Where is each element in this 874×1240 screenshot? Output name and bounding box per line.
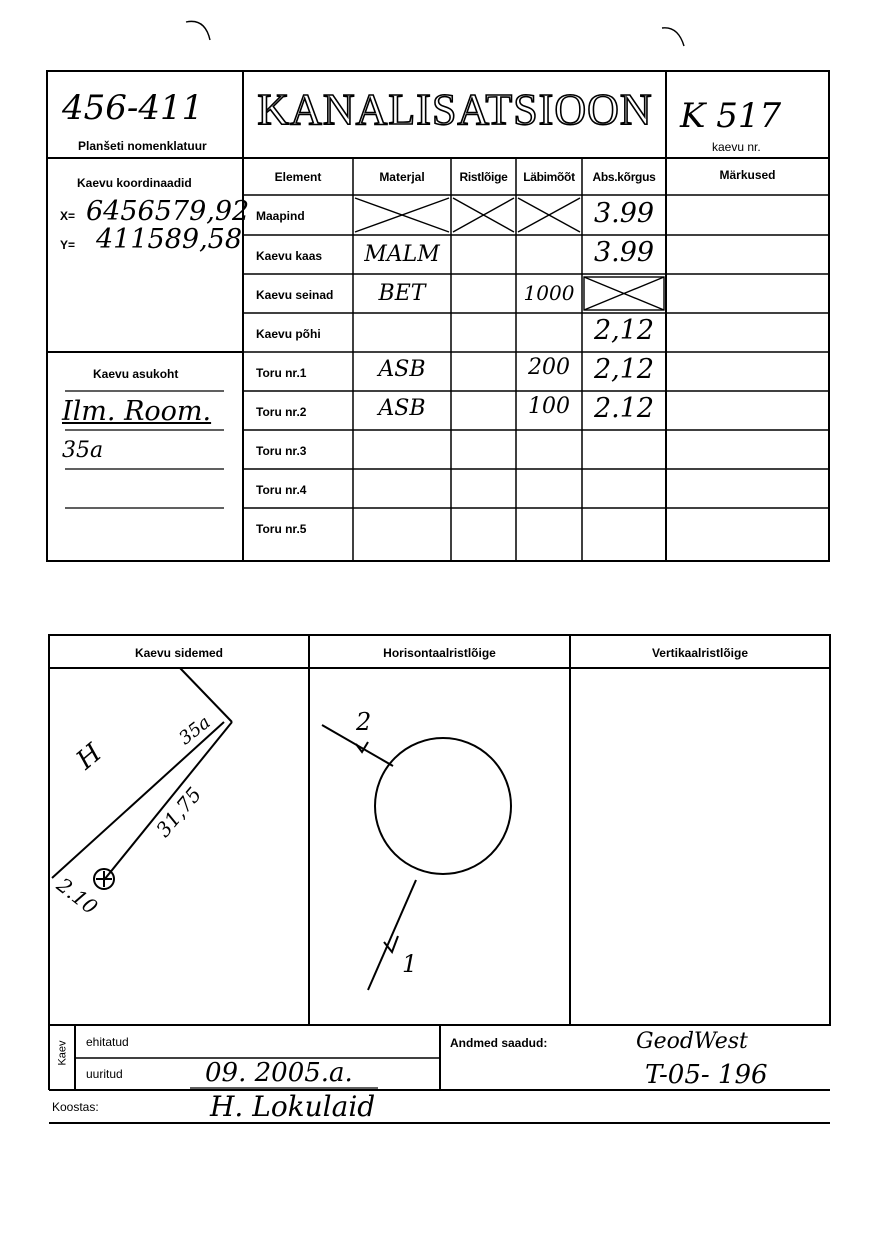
coordinates-label: Kaevu koordinaadid: [77, 176, 192, 190]
x-value: 6456579,92: [86, 196, 250, 227]
row-label-pipe5: Toru nr.5: [256, 522, 307, 536]
cell-diameter-pipe1: 200: [528, 355, 570, 380]
cell-material-pipe2: ASB: [378, 396, 426, 421]
col-header-notes: Märkused: [719, 168, 776, 182]
form-title: KANALISATSIOON: [257, 85, 653, 134]
cell-diameter-walls: 1000: [523, 281, 575, 305]
well-side-label: Kaev: [56, 1040, 69, 1066]
cell-abs-pipe2: 2.12: [593, 393, 655, 424]
row-label-ground: Maapind: [256, 209, 305, 223]
col-header-diameter: Läbimõõt: [523, 170, 575, 184]
row-label-pipe1: Toru nr.1: [256, 366, 307, 380]
tie-label-35a: 35a: [175, 711, 215, 750]
data-received-label: Andmed saadud:: [450, 1036, 548, 1050]
data-reference: T-05- 196: [645, 1060, 768, 1090]
col-header-material: Materjal: [379, 170, 425, 184]
cell-diameter-pipe2: 100: [528, 394, 570, 419]
sketch-header-vertical: Vertikaalristlõige: [651, 646, 749, 660]
x-prefix: X=: [60, 209, 76, 223]
plan-code: 456-411: [62, 88, 204, 128]
tie-label-h: H: [71, 738, 108, 776]
col-header-abs: Abs.kõrgus: [592, 170, 656, 184]
row-label-pipe4: Toru nr.4: [256, 483, 307, 497]
inspected-label: uuritud: [86, 1067, 123, 1081]
cell-abs-ground: 3.99: [593, 198, 655, 229]
cell-abs-lid: 3.99: [593, 237, 655, 268]
row-label-walls: Kaevu seinad: [256, 288, 334, 302]
tie-distance: 31,75: [151, 782, 207, 842]
row-label-bottom: Kaevu põhi: [256, 327, 321, 341]
row-label-pipe2: Toru nr.2: [256, 405, 307, 419]
built-label: ehitatud: [86, 1035, 129, 1049]
inspected-date: 09. 2005.a.: [205, 1058, 353, 1088]
row-label-pipe3: Toru nr.3: [256, 444, 307, 458]
tie-label-210: 2.10: [52, 872, 103, 920]
cell-abs-bottom: 2,12: [593, 315, 655, 346]
col-header-element: Element: [274, 170, 322, 184]
row-label-lid: Kaevu kaas: [256, 249, 323, 263]
cell-abs-pipe1: 2,12: [593, 354, 655, 385]
author-name: H. Lokulaid: [210, 1090, 376, 1123]
y-value: 411589,58: [96, 224, 243, 255]
well-label: kaevu nr.: [712, 140, 761, 154]
sketch-header-ties: Kaevu sidemed: [134, 646, 224, 660]
y-prefix: Y=: [60, 238, 76, 252]
pipe2-label: 2: [356, 708, 372, 736]
well-number: K 517: [680, 96, 782, 136]
pipe1-label: 1: [402, 950, 418, 978]
cell-material-pipe1: ASB: [378, 357, 426, 382]
location-number: 35a: [62, 438, 104, 463]
author-label: Koostas:: [52, 1100, 99, 1114]
sketch-header-horizontal: Horisontaalristlõige: [383, 646, 496, 660]
col-header-cross: Ristlõige: [459, 170, 508, 184]
cell-material-walls: BET: [378, 281, 426, 306]
plan-label: Planšeti nomenklatuur: [78, 139, 207, 153]
cell-material-lid: MALM: [364, 242, 440, 267]
data-source: GeodWest: [636, 1029, 748, 1054]
location-label: Kaevu asukoht: [93, 367, 179, 381]
location-street: Ilm. Room.: [62, 396, 212, 427]
